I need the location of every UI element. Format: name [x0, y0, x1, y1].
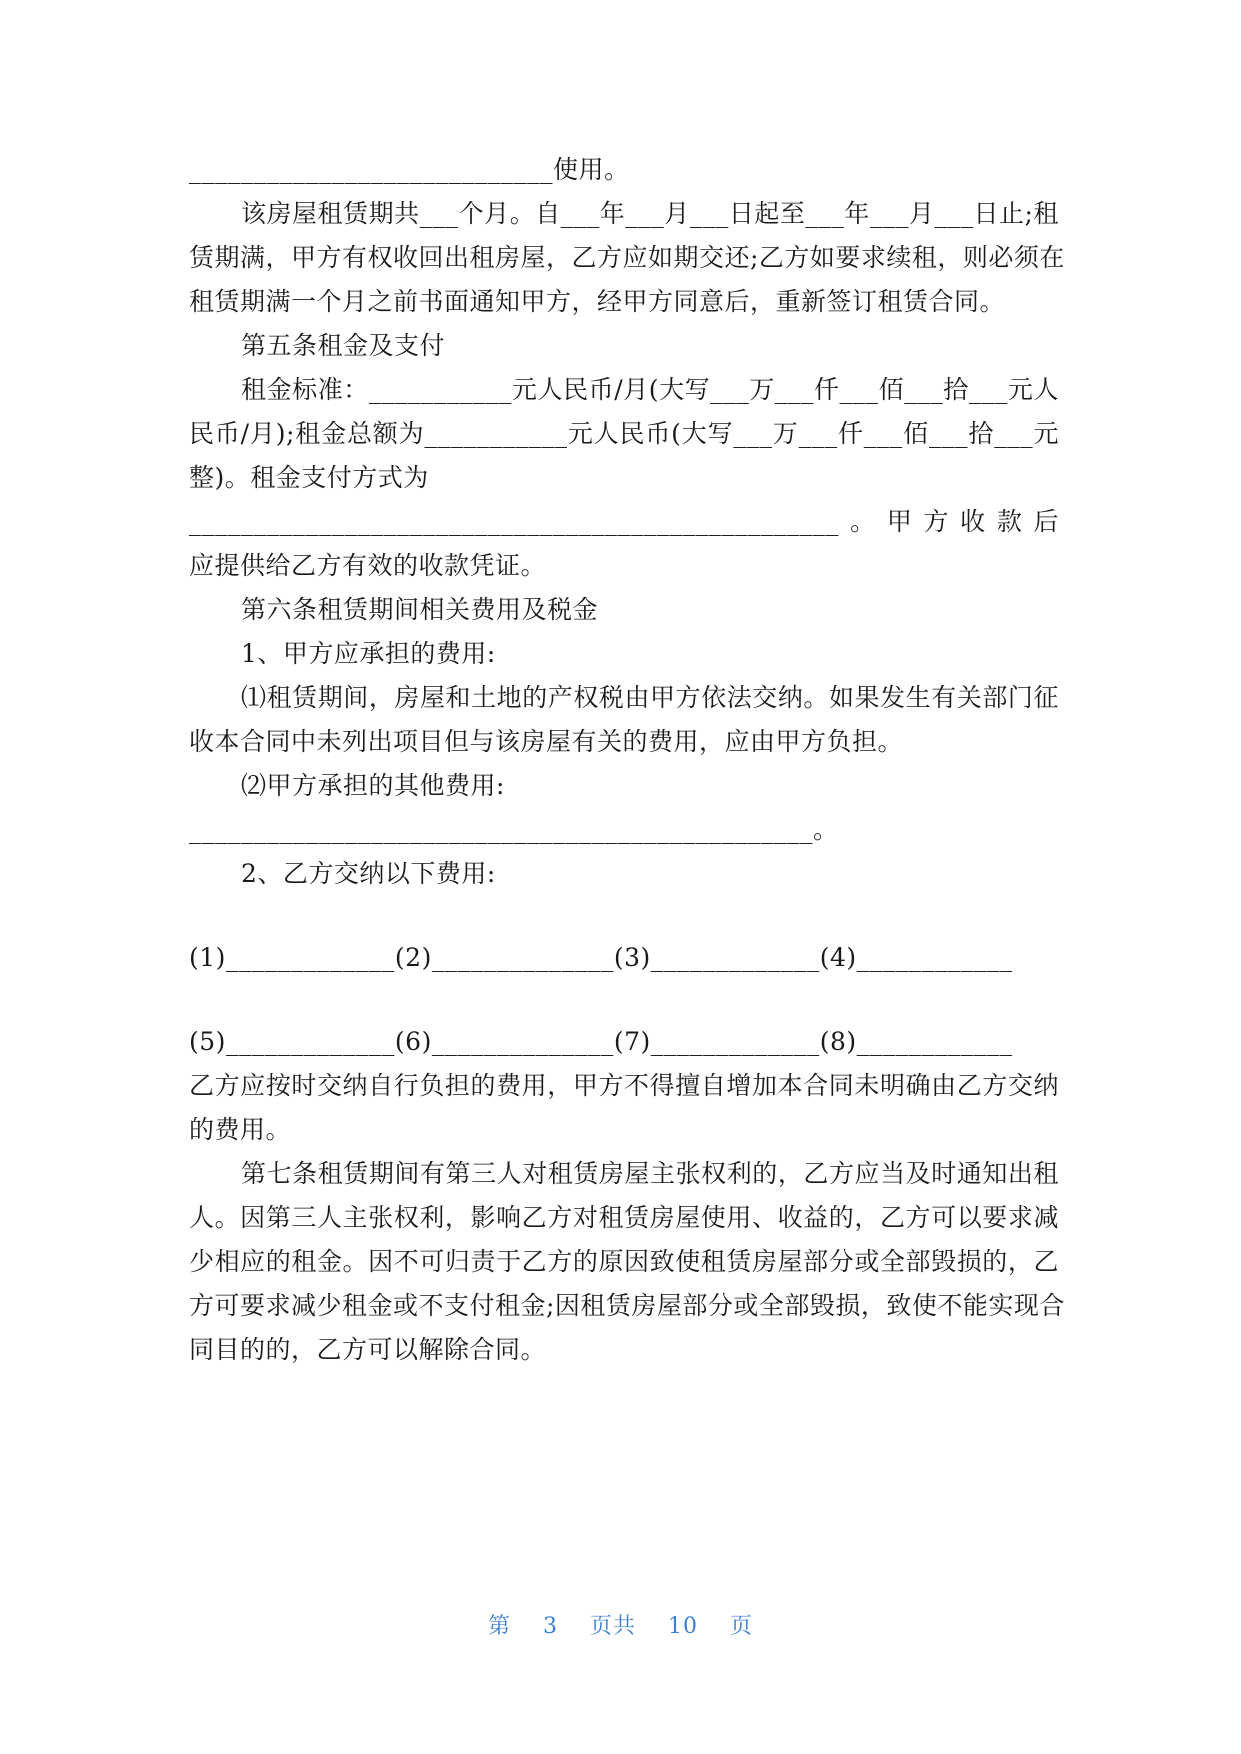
text-line: 该房屋租赁期共___个月。自___年___月___日起至___年___月___日止;租	[241, 199, 1059, 228]
page-middle: 页共	[589, 1614, 636, 1639]
text-line: 1、甲方应承担的费用:	[241, 639, 496, 668]
text-line: 乙方应按时交纳自行负担的费用，甲方不得擅自增加本合同未明确由乙方交纳	[189, 1071, 1059, 1100]
section-heading: 第七条租赁期间有第三人对租赁房屋主张权利的，乙方应当及时通知出租	[241, 1159, 1059, 1188]
total-pages: 10	[667, 1614, 698, 1639]
text-line: 租赁期满一个月之前书面通知甲方，经甲方同意后，重新签订租赁合同。	[189, 287, 1006, 316]
text-line: 的费用。	[189, 1115, 292, 1144]
text-line: ⑴租赁期间，房屋和土地的产权税由甲方依法交纳。如果发生有关部门征	[241, 683, 1059, 712]
text-line: 民币/月);租金总额为___________元人民币(大写___万___仟___佰___拾___元	[189, 419, 1059, 448]
text-line: 方可要求减少租金或不支付租金;因租赁房屋部分或全部毁损，致使不能实现合	[189, 1291, 1065, 1320]
text-line: (1)_____________(2)______________(3)_____________(4)____________	[189, 943, 1013, 972]
text-line: 赁期满，甲方有权收回出租房屋，乙方应如期交还;乙方如要求续租，则必须在	[189, 243, 1065, 272]
text-line: __________________________________________________。甲方收款后	[189, 507, 1059, 536]
text-line: ⑵甲方承担的其他费用:	[241, 771, 505, 800]
text-line: 同目的的，乙方可以解除合同。	[189, 1335, 547, 1364]
text-line: 整)。租金支付方式为	[189, 463, 429, 492]
page-suffix: 页	[729, 1614, 753, 1639]
text-line: 少相应的租金。因不可归责于乙方的原因致使租赁房屋部分或全部毁损的，乙	[189, 1247, 1059, 1276]
page-number: 3	[543, 1614, 558, 1639]
section-heading: 第五条租金及支付	[241, 331, 446, 360]
page-footer	[0, 1612, 1241, 1642]
section-heading: 第六条租赁期间相关费用及税金	[241, 595, 599, 624]
text-line: (5)_____________(6)______________(7)_____________(8)____________	[189, 1027, 1013, 1056]
text-line: 租金标准：___________元人民币/月(大写___万___仟___佰___拾___元人	[241, 375, 1059, 404]
page-prefix: 第	[488, 1614, 512, 1639]
text-line: 收本合同中未列出项目但与该房屋有关的费用，应由甲方负担。	[189, 727, 904, 756]
text-line: 应提供给乙方有效的收款凭证。	[189, 551, 547, 580]
text-line: ____________________________使用。	[189, 155, 630, 184]
text-line: 人。因第三人主张权利，影响乙方对租赁房屋使用、收益的，乙方可以要求减	[189, 1203, 1059, 1232]
text-line: 2、乙方交纳以下费用:	[241, 859, 496, 888]
text-line: ________________________________________________。	[189, 815, 839, 844]
